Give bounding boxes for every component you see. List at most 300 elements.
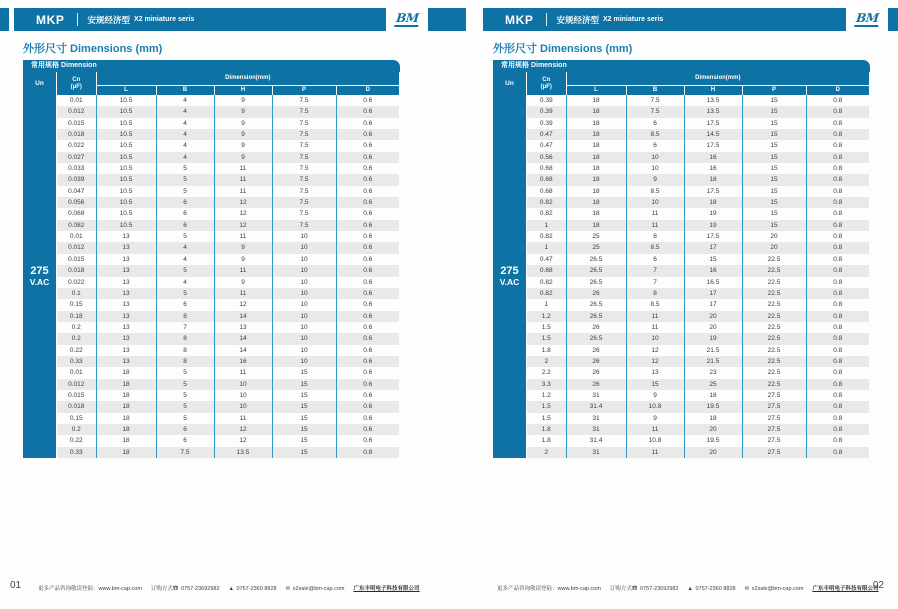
bm-logo bbox=[386, 8, 428, 31]
footer-fax: ▲ 0757-2360 8828 bbox=[228, 586, 277, 592]
table-cell: 9 bbox=[214, 254, 272, 265]
table-cell: 13.5 bbox=[684, 106, 742, 117]
table-cell: 0.8 bbox=[806, 129, 869, 140]
table-cell: 10.5 bbox=[96, 152, 156, 163]
table-cell: 14 bbox=[214, 311, 272, 322]
table-cell: 17.5 bbox=[684, 186, 742, 197]
table-cell: 0.012 bbox=[68, 108, 85, 116]
table-row bbox=[527, 106, 869, 117]
table-cell: 7.5 bbox=[272, 129, 336, 140]
table-row bbox=[527, 186, 869, 197]
cn-header: Cn (μF) bbox=[527, 72, 566, 95]
table-row bbox=[57, 367, 399, 378]
table-cell: 12 bbox=[214, 220, 272, 231]
table-cell: 15 bbox=[742, 140, 806, 151]
table-cell: 26.5 bbox=[566, 311, 626, 322]
table-cell: 27.5 bbox=[742, 413, 806, 424]
table-row bbox=[527, 288, 869, 299]
fax-icon: ▲ bbox=[687, 586, 693, 592]
voltage-rating: 275 V.AC bbox=[499, 265, 520, 287]
table-cell: 20 bbox=[684, 424, 742, 435]
table-row bbox=[57, 322, 399, 333]
table-cell: 0.056 bbox=[68, 199, 85, 207]
table-cell: 18 bbox=[566, 106, 626, 117]
table-cell: 9 bbox=[214, 152, 272, 163]
table-cell: 0.8 bbox=[806, 435, 869, 446]
table-cell: 10.5 bbox=[96, 186, 156, 197]
table-cell: 0.018 bbox=[68, 131, 85, 139]
table-row bbox=[57, 118, 399, 129]
table-cell: 8.5 bbox=[626, 186, 684, 197]
table-row bbox=[527, 242, 869, 253]
table-cell: 0.68 bbox=[539, 165, 553, 173]
table-cell: 18 bbox=[566, 186, 626, 197]
table-cell: 1 bbox=[544, 301, 549, 309]
col-header-B: B bbox=[156, 85, 214, 95]
table-row bbox=[527, 401, 869, 412]
table-row bbox=[527, 299, 869, 310]
table-row bbox=[57, 186, 399, 197]
table-cell: 2.2 bbox=[541, 369, 551, 377]
table-cell: 18 bbox=[96, 379, 156, 390]
table-cell: 11 bbox=[626, 322, 684, 333]
table-cell: 6 bbox=[156, 435, 214, 446]
table-cell: 18 bbox=[96, 390, 156, 401]
table-cell: 10 bbox=[626, 163, 684, 174]
table-cell: 18 bbox=[96, 435, 156, 446]
table-cell: 0.015 bbox=[68, 391, 85, 399]
table-cell: 6 bbox=[156, 220, 214, 231]
table-cell: 10 bbox=[272, 322, 336, 333]
table-cell: 16 bbox=[684, 152, 742, 163]
footer-order: 订购方式☎ 0757-23692982 bbox=[609, 586, 679, 592]
table-cell: 18 bbox=[566, 174, 626, 185]
table-cell: 1.5 bbox=[541, 323, 551, 331]
table-cell: 10.5 bbox=[96, 174, 156, 185]
table-cell: 0.82 bbox=[539, 199, 553, 207]
table-cell: 0.8 bbox=[336, 447, 399, 458]
table-cell: 5 bbox=[156, 390, 214, 401]
mail-icon: ✉ bbox=[285, 586, 291, 592]
table-cell: 0.8 bbox=[806, 367, 869, 378]
table-cell: 0.39 bbox=[539, 119, 553, 127]
table-row bbox=[527, 277, 869, 288]
table-cell: 7.5 bbox=[272, 140, 336, 151]
table-cell: 4 bbox=[156, 129, 214, 140]
table-cell: 5 bbox=[156, 186, 214, 197]
table-cell: 0.47 bbox=[539, 142, 553, 150]
table-cell: 27.5 bbox=[742, 435, 806, 446]
table-row bbox=[57, 95, 399, 106]
table-cell: 22.5 bbox=[742, 299, 806, 310]
table-cell: 10.5 bbox=[96, 129, 156, 140]
table-cell: 7 bbox=[626, 277, 684, 288]
table-cell: 15 bbox=[742, 106, 806, 117]
table-cell: 6 bbox=[156, 299, 214, 310]
table-cell: 0.018 bbox=[68, 403, 85, 411]
table-cell: 15 bbox=[742, 208, 806, 219]
table-cell: 0.8 bbox=[806, 299, 869, 310]
table-row bbox=[57, 106, 399, 117]
table-cell: 9 bbox=[626, 174, 684, 185]
table-cell: 0.6 bbox=[336, 299, 399, 310]
table-cell: 0.6 bbox=[336, 254, 399, 265]
table-cell: 0.8 bbox=[806, 265, 869, 276]
table-cell: 9 bbox=[214, 242, 272, 253]
table-cell: 5 bbox=[156, 288, 214, 299]
table-cell: 0.8 bbox=[806, 333, 869, 344]
table-cell: 0.33 bbox=[69, 357, 83, 365]
table-cell: 10 bbox=[626, 333, 684, 344]
table-cell: 19 bbox=[684, 333, 742, 344]
table-cell: 9 bbox=[214, 106, 272, 117]
table-cell: 1 bbox=[544, 221, 549, 229]
table-cell: 0.082 bbox=[68, 221, 85, 229]
page-number: 02 bbox=[872, 580, 884, 591]
table-cell: 0.6 bbox=[336, 435, 399, 446]
series-name-cn: 安规经济型 bbox=[556, 14, 599, 25]
table-row bbox=[57, 254, 399, 265]
dimension-data-table bbox=[57, 72, 399, 458]
table-cell: 5 bbox=[156, 174, 214, 185]
dimensions-table bbox=[23, 60, 400, 458]
table-row bbox=[527, 208, 869, 219]
table-cell: 18 bbox=[566, 129, 626, 140]
table-cell: 0.8 bbox=[806, 197, 869, 208]
table-cell: 5 bbox=[156, 401, 214, 412]
brand-mkp: MKP bbox=[505, 12, 534, 27]
col-header-P: P bbox=[742, 85, 806, 95]
table-cell: 13.5 bbox=[214, 447, 272, 458]
table-cell: 8 bbox=[626, 288, 684, 299]
table-cell: 15 bbox=[742, 95, 806, 106]
table-cell: 22.5 bbox=[742, 367, 806, 378]
table-cell: 0.6 bbox=[336, 197, 399, 208]
table-cell: 20 bbox=[684, 322, 742, 333]
table-cell: 31 bbox=[566, 390, 626, 401]
table-cell: 26.5 bbox=[566, 333, 626, 344]
table-row bbox=[527, 129, 869, 140]
table-row bbox=[57, 333, 399, 344]
table-cell: 5 bbox=[156, 163, 214, 174]
table-row bbox=[57, 129, 399, 140]
un-header: Un bbox=[35, 80, 44, 87]
table-row bbox=[527, 254, 869, 265]
section-title: 外形尺寸 Dimensions (mm) bbox=[23, 43, 163, 55]
table-cell: 21.5 bbox=[684, 356, 742, 367]
table-cell: 17 bbox=[684, 242, 742, 253]
table-cell: 6 bbox=[156, 208, 214, 219]
table-cell: 10.5 bbox=[96, 140, 156, 151]
col-header-H: H bbox=[214, 85, 272, 95]
table-cell: 8 bbox=[156, 311, 214, 322]
table-cell: 15 bbox=[272, 367, 336, 378]
table-cell: 18 bbox=[96, 401, 156, 412]
table-cell: 18 bbox=[566, 95, 626, 106]
table-cell: 0.6 bbox=[336, 140, 399, 151]
cn-header: Cn (μF) bbox=[57, 72, 96, 95]
table-cell: 13 bbox=[96, 288, 156, 299]
table-cell: 22.5 bbox=[742, 277, 806, 288]
table-cell: 12 bbox=[214, 424, 272, 435]
table-cell: 12 bbox=[214, 197, 272, 208]
table-cell: 1.8 bbox=[541, 425, 551, 433]
table-row bbox=[527, 220, 869, 231]
table-cell: 0.8 bbox=[806, 95, 869, 106]
table-cell: 0.01 bbox=[69, 369, 83, 377]
table-cell: 11 bbox=[214, 265, 272, 276]
table-row bbox=[527, 311, 869, 322]
table-cell: 0.6 bbox=[336, 208, 399, 219]
table-cell: 18 bbox=[566, 220, 626, 231]
table-cell: 18 bbox=[566, 208, 626, 219]
table-cell: 11 bbox=[626, 447, 684, 458]
table-cell: 26.5 bbox=[566, 265, 626, 276]
dimensions-table bbox=[493, 60, 870, 458]
table-cell: 6 bbox=[626, 140, 684, 151]
table-cell: 1.2 bbox=[541, 391, 551, 399]
table-cell: 4 bbox=[156, 106, 214, 117]
table-cell: 7.5 bbox=[156, 447, 214, 458]
table-cell: 0.6 bbox=[336, 118, 399, 129]
table-cell: 10 bbox=[272, 265, 336, 276]
table-cell: 17.5 bbox=[684, 231, 742, 242]
section-title: 外形尺寸 Dimensions (mm) bbox=[493, 43, 633, 55]
table-cell: 8.5 bbox=[626, 129, 684, 140]
table-cell: 10.8 bbox=[626, 435, 684, 446]
table-cell: 1.8 bbox=[541, 437, 551, 445]
table-cell: 13 bbox=[96, 254, 156, 265]
table-cell: 25 bbox=[566, 231, 626, 242]
table-row bbox=[57, 299, 399, 310]
table-cell: 20 bbox=[742, 242, 806, 253]
table-cell: 0.8 bbox=[806, 118, 869, 129]
table-cell: 22.5 bbox=[742, 288, 806, 299]
footer bbox=[497, 584, 878, 592]
table-cell: 13 bbox=[96, 356, 156, 367]
table-cell: 27.5 bbox=[742, 390, 806, 401]
table-cell: 0.039 bbox=[68, 176, 85, 184]
table-cell: 9 bbox=[626, 390, 684, 401]
table-cell: 0.82 bbox=[539, 210, 553, 218]
table-row bbox=[527, 379, 869, 390]
table-row bbox=[57, 401, 399, 412]
table-cell: 0.6 bbox=[336, 390, 399, 401]
table-row bbox=[57, 265, 399, 276]
table-cell: 15 bbox=[742, 186, 806, 197]
table-cell: 20 bbox=[742, 231, 806, 242]
table-cell: 4 bbox=[156, 152, 214, 163]
table-cell: 10 bbox=[272, 288, 336, 299]
table-cell: 11 bbox=[626, 311, 684, 322]
col-header-D: D bbox=[336, 85, 399, 95]
table-cell: 9 bbox=[214, 95, 272, 106]
dimension-group-header: Dimension(mm) bbox=[566, 72, 869, 85]
table-cell: 10 bbox=[272, 311, 336, 322]
table-cell: 9 bbox=[626, 413, 684, 424]
table-row bbox=[527, 413, 869, 424]
table-cell: 18 bbox=[566, 118, 626, 129]
table-cell: 0.82 bbox=[539, 278, 553, 286]
table-cell: 0.8 bbox=[806, 322, 869, 333]
table-row bbox=[57, 356, 399, 367]
fax-icon: ▲ bbox=[228, 586, 234, 592]
table-cell: 0.8 bbox=[806, 231, 869, 242]
table-row bbox=[57, 390, 399, 401]
table-cell: 7.5 bbox=[626, 106, 684, 117]
table-cell: 15 bbox=[742, 118, 806, 129]
un-header: Un bbox=[505, 80, 514, 87]
table-cell: 18 bbox=[96, 424, 156, 435]
table-cell: 15 bbox=[742, 129, 806, 140]
table-cell: 18 bbox=[566, 152, 626, 163]
table-cell: 0.012 bbox=[68, 380, 85, 388]
table-cell: 9 bbox=[214, 129, 272, 140]
table-cell: 1.5 bbox=[541, 414, 551, 422]
table-cell: 12 bbox=[214, 299, 272, 310]
table-cell: 5 bbox=[156, 413, 214, 424]
header-edge-sliver bbox=[0, 8, 9, 31]
table-cell: 14 bbox=[214, 333, 272, 344]
table-cell: 10 bbox=[272, 356, 336, 367]
table-cell: 0.68 bbox=[539, 176, 553, 184]
table-cell: 0.015 bbox=[68, 255, 85, 263]
table-cell: 31 bbox=[566, 447, 626, 458]
table-cell: 0.8 bbox=[806, 413, 869, 424]
table-row bbox=[527, 345, 869, 356]
table-cell: 0.6 bbox=[336, 356, 399, 367]
table-cell: 0.6 bbox=[336, 106, 399, 117]
table-cell: 1.8 bbox=[541, 346, 551, 354]
footer-email: ✉ x2sale@bm-cap.com bbox=[744, 586, 804, 592]
table-cell: 27.5 bbox=[742, 401, 806, 412]
table-cell: 4 bbox=[156, 140, 214, 151]
table-cell: 7.5 bbox=[272, 152, 336, 163]
table-cell: 11 bbox=[214, 288, 272, 299]
table-cell: 0.068 bbox=[68, 210, 85, 218]
table-cell: 15 bbox=[272, 390, 336, 401]
un-column bbox=[23, 72, 57, 458]
table-cell: 1 bbox=[544, 244, 549, 252]
table-cell: 13 bbox=[626, 367, 684, 378]
table-cell: 27.5 bbox=[742, 447, 806, 458]
series-name-cn: 安规经济型 bbox=[87, 14, 130, 25]
table-cell: 22.5 bbox=[742, 265, 806, 276]
table-cell: 0.33 bbox=[69, 448, 83, 456]
table-row bbox=[527, 95, 869, 106]
table-cell: 26.5 bbox=[566, 299, 626, 310]
table-cell: 4 bbox=[156, 95, 214, 106]
table-cell: 0.6 bbox=[336, 288, 399, 299]
table-cell: 13 bbox=[96, 277, 156, 288]
table-cell: 8 bbox=[156, 345, 214, 356]
table-cell: 0.8 bbox=[806, 277, 869, 288]
table-row bbox=[57, 435, 399, 446]
table-cell: 15 bbox=[742, 163, 806, 174]
table-cell: 22.5 bbox=[742, 311, 806, 322]
header-edge-sliver bbox=[449, 8, 466, 31]
table-row bbox=[57, 163, 399, 174]
footer-promo: 更多产品咨询敬请登陆：www.bm-cap.com bbox=[38, 586, 142, 592]
table-cell: 13.5 bbox=[684, 95, 742, 106]
table-cell: 26 bbox=[566, 322, 626, 333]
table-cell: 0.8 bbox=[806, 106, 869, 117]
table-cell: 0.2 bbox=[71, 323, 81, 331]
table-cell: 10 bbox=[214, 401, 272, 412]
table-cell: 0.8 bbox=[806, 401, 869, 412]
table-cell: 25 bbox=[684, 379, 742, 390]
table-cell: 17 bbox=[684, 299, 742, 310]
table-cell: 11 bbox=[214, 367, 272, 378]
table-cell: 10 bbox=[272, 299, 336, 310]
table-cell: 13 bbox=[96, 242, 156, 253]
page-header-bar bbox=[14, 8, 449, 31]
table-cell: 0.68 bbox=[539, 187, 553, 195]
table-cell: 0.047 bbox=[68, 187, 85, 195]
table-cell: 18 bbox=[96, 367, 156, 378]
table-row bbox=[57, 220, 399, 231]
table-cell: 0.6 bbox=[336, 345, 399, 356]
table-cell: 13 bbox=[96, 265, 156, 276]
col-header-P: P bbox=[272, 85, 336, 95]
table-cell: 8 bbox=[156, 356, 214, 367]
table-cell: 0.1 bbox=[71, 289, 81, 297]
table-cell: 10 bbox=[272, 242, 336, 253]
table-cell: 18 bbox=[566, 197, 626, 208]
table-row bbox=[527, 174, 869, 185]
table-cell: 26 bbox=[566, 379, 626, 390]
table-cell: 7.5 bbox=[272, 186, 336, 197]
table-cell: 1.5 bbox=[541, 335, 551, 343]
table-cell: 22.5 bbox=[742, 345, 806, 356]
table-cell: 0.018 bbox=[68, 267, 85, 275]
table-cell: 11 bbox=[626, 220, 684, 231]
table-cell: 0.47 bbox=[539, 131, 553, 139]
header-edge-sliver bbox=[888, 8, 898, 31]
table-cell: 0.012 bbox=[68, 244, 85, 252]
table-cell: 19.5 bbox=[684, 401, 742, 412]
table-cell: 0.2 bbox=[71, 335, 81, 343]
table-cell: 10 bbox=[626, 197, 684, 208]
table-row bbox=[57, 152, 399, 163]
table-cell: 0.8 bbox=[806, 390, 869, 401]
table-row bbox=[527, 435, 869, 446]
phone-icon: ☎ bbox=[172, 586, 179, 592]
table-cell: 16 bbox=[214, 356, 272, 367]
table-cell: 16 bbox=[684, 265, 742, 276]
table-cell: 10 bbox=[272, 231, 336, 242]
mail-icon: ✉ bbox=[744, 586, 750, 592]
dimension-data-table bbox=[527, 72, 869, 458]
table-row bbox=[527, 231, 869, 242]
table-cell: 0.8 bbox=[806, 174, 869, 185]
un-column bbox=[493, 72, 527, 458]
table-cell: 0.47 bbox=[539, 255, 553, 263]
table-cell: 0.82 bbox=[539, 233, 553, 241]
table-row bbox=[527, 447, 869, 458]
table-cell: 0.01 bbox=[69, 97, 83, 104]
table-cell: 27.5 bbox=[742, 424, 806, 435]
table-cell: 20 bbox=[684, 447, 742, 458]
table-cell: 11 bbox=[214, 186, 272, 197]
table-cell: 10 bbox=[272, 345, 336, 356]
table-cell: 7 bbox=[156, 322, 214, 333]
table-cell: 26 bbox=[566, 345, 626, 356]
table-cell: 7.5 bbox=[272, 106, 336, 117]
table-cell: 10.5 bbox=[96, 220, 156, 231]
table-cell: 22.5 bbox=[742, 379, 806, 390]
table-cell: 6 bbox=[626, 254, 684, 265]
